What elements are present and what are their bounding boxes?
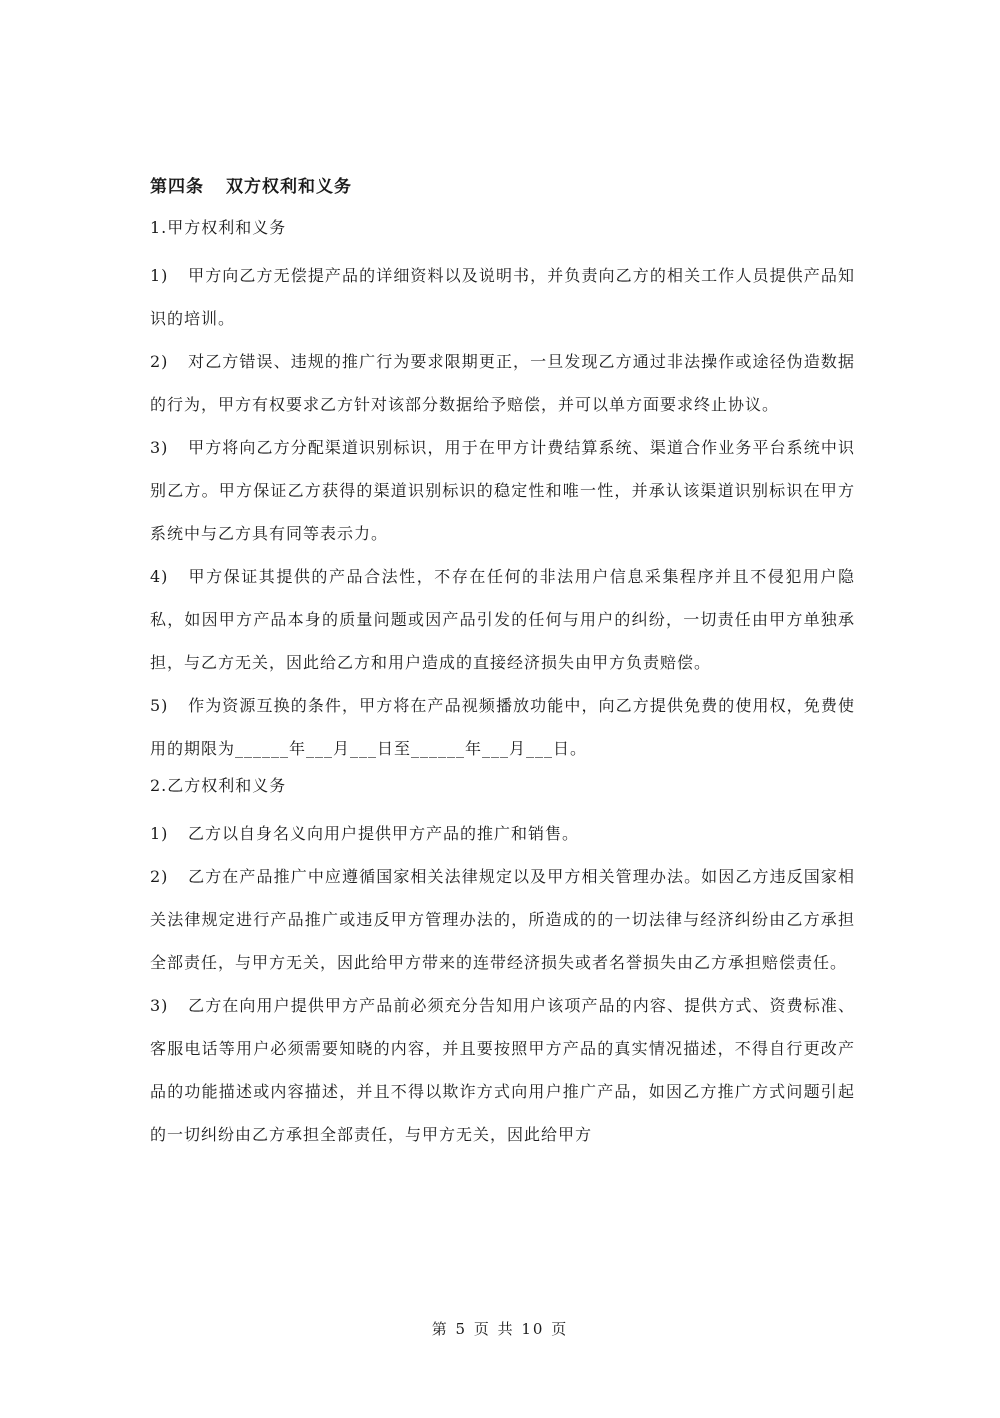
item-text: 对乙方错误、违规的推广行为要求限期更正，一旦发现乙方通过非法操作或途径伪造数据的行为，甲方有权要求乙方针对该部分数据给予赔偿，并可以单方面要求终止协议。 [150,352,855,414]
party-a-item-4 [150,555,855,684]
item-text: 甲方向乙方无偿提产品的详细资料以及说明书，并负责向乙方的相关工作人员提供产品知识的培训。 [150,266,855,328]
party-a-item-2 [150,340,855,426]
page-number-footer: 第 5 页 共 10 页 [431,1320,569,1338]
item-number: 2) [150,867,169,886]
party-b-item-2 [150,855,855,984]
party-a-heading: 1.甲方权利和义务 [150,218,287,237]
party-a-item-5 [150,684,855,770]
section-number: 第四条 [150,177,204,197]
item-number: 3) [150,438,169,457]
party-a-item-3 [150,426,855,555]
page-content [150,170,855,1156]
item-number: 1) [150,824,169,843]
item-number: 3) [150,996,169,1015]
section-title: 双方权利和义务 [226,177,352,197]
party-b-heading: 2.乙方权利和义务 [150,776,287,795]
item-number: 2) [150,352,169,371]
item-number: 5) [150,696,169,715]
item-text: 作为资源互换的条件，甲方将在产品视频播放功能中，向乙方提供免费的使用权，免费使用的期限为______年___月___日至______年___月___日。 [150,696,855,758]
item-text: 甲方保证其提供的产品合法性，不存在任何的非法用户信息采集程序并且不侵犯用户隐私，如因甲方产品本身的质量问题或因产品引发的任何与用户的纠纷，一切责任由甲方单独承担，与乙方无关，因此给乙方和用户造成的直接经济损失由甲方负责赔偿。 [150,567,855,672]
item-number: 1) [150,266,169,285]
item-text: 乙方在向用户提供甲方产品前必须充分告知用户该项产品的内容、提供方式、资费标准、客服电话等用户必须需要知晓的内容，并且要按照甲方产品的真实情况描述，不得自行更改产品的功能描述或内容描述，并且不得以欺诈方式向用户推广产品，如因乙方推广方式问题引起的一切纠纷由乙方承担全部责任，与甲方无关，因此给甲方 [150,996,855,1144]
party-a-item-1 [150,254,855,340]
item-number: 4) [150,567,169,586]
item-text: 乙方以自身名义向用户提供甲方产品的推广和销售。 [188,824,580,843]
item-text: 乙方在产品推广中应遵循国家相关法律规定以及甲方相关管理办法。如因乙方违反国家相关法律规定进行产品推广或违反甲方管理办法的，所造成的的一切法律与经济纠纷由乙方承担全部责任，与甲方无关，因此给甲方带来的连带经济损失或者名誉损失由乙方承担赔偿责任。 [150,867,855,972]
section-heading [150,170,855,204]
party-b-item-3 [150,984,855,1156]
party-b-item-1 [150,812,855,855]
item-text: 甲方将向乙方分配渠道识别标识，用于在甲方计费结算系统、渠道合作业务平台系统中识别乙方。甲方保证乙方获得的渠道识别标识的稳定性和唯一性，并承认该渠道识别标识在甲方系统中与乙方具有同等表示力。 [150,438,855,543]
